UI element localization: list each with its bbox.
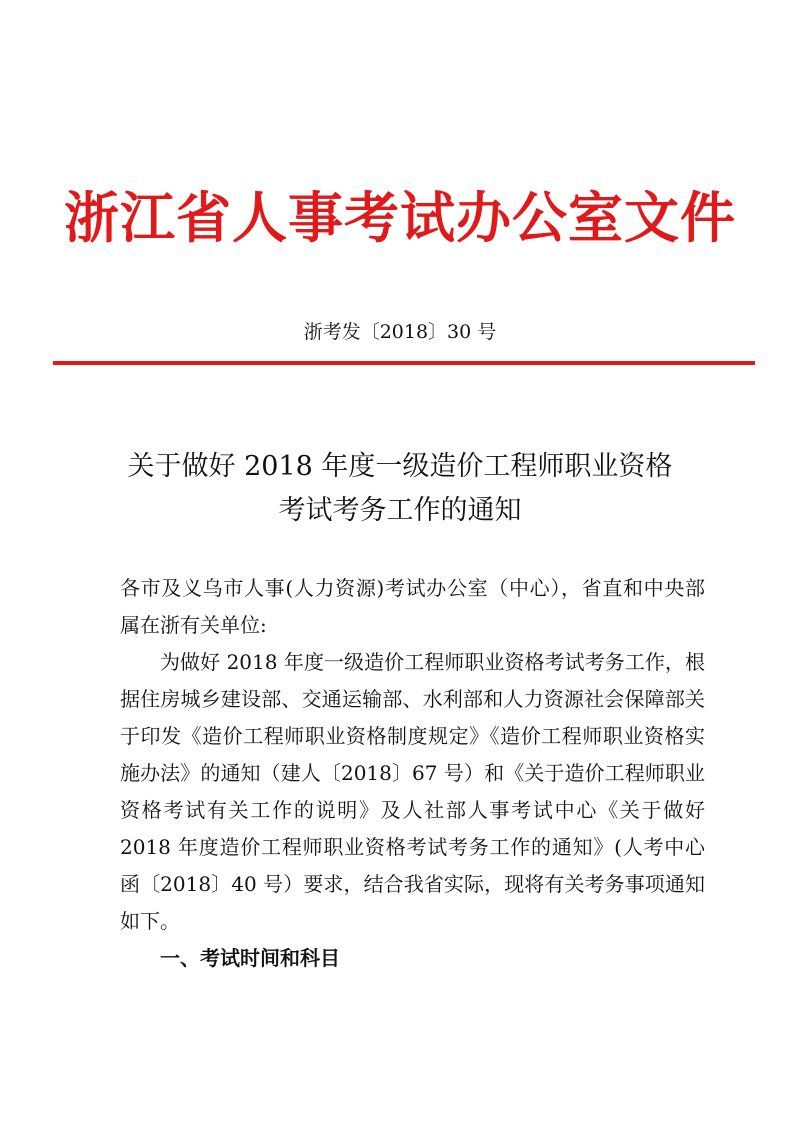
notice-title-line-2: 考试考务工作的通知: [278, 495, 522, 526]
document-body: [120, 570, 705, 977]
body-paragraph: 为做好 2018 年度一级造价工程师职业资格考试考务工作，根据住房城乡建设部、交通运输部、水利部和人力资源社会保障部关于印发《造价工程师职业资格制度规定》《造价工程师职业资格实施办法》的通知（建人〔2018〕67 号）和《关于造价工程师职业资格考试有关工作的说明》及人社部人事考试中心《关于做好 2018 年度造价工程师职业资格考试考务工作的通知》(人考中心函〔2018〕40 号）要求，结合我省实际，现将有关考务事项通知如下。: [120, 650, 705, 933]
notice-title-line-1: 关于做好 2018 年度一级造价工程师职业资格: [127, 451, 673, 482]
issuing-authority-title: 浙江省人事考试办公室文件: [63, 185, 736, 250]
red-divider-line: [53, 361, 755, 365]
notice-title: [0, 445, 800, 533]
section-heading-1: 一、考试时间和科目: [160, 946, 340, 970]
document-number: 浙考发〔2018〕30 号: [303, 321, 497, 343]
salutation: 各市及义乌市人事(人力资源)考试办公室（中心），省直和中央部属在浙有关单位:: [120, 576, 705, 637]
